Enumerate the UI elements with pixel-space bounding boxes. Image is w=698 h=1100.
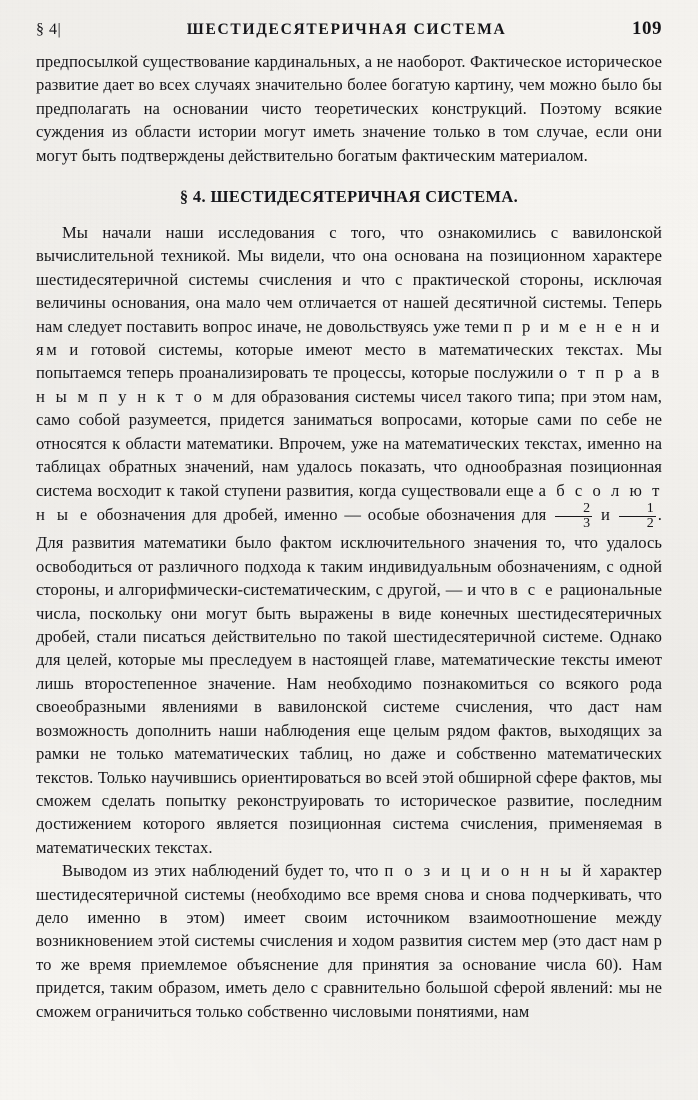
fraction-denominator: 2 [619, 516, 656, 531]
fraction-two-thirds [555, 502, 592, 532]
para2-run-a: Мы начали наши исследования с того, что ознакомились с вавилонской вычислительной техникой. Мы видели, что она основана на позиционном характере шестидесятеричной системы счисления и что с практической стороны, исключая величины основания, она мало чем отличается от нашей десятичной системы. Теперь нам следует поставить вопрос иначе, не довольствуясь уже теми [36, 223, 662, 336]
paragraph-2 [36, 221, 662, 859]
fraction-one-half [619, 502, 656, 532]
para2-run-i: . Для развития математики было фактом исключительного значения то, что удалось освободиться от различного подхода к таким индивидуальным обозначениям, с одной стороны, и алгорифмически-систематическим, с другой, — и что [36, 504, 662, 600]
para3-emphasis-pozicionnyj: п о з и ц и о н н ы й [384, 861, 594, 881]
paragraph-3 [36, 859, 662, 1023]
para2-run-e: для образования системы чисел такого типа; при этом нам, само собой разумеется, придется заниматься вопросами, которые сами по себе не относятся к области математики. Впрочем, уже на математических текстах, именно на таблицах обратных значений, нам удалось показать, что однообразная позиционная система восходит к такой ступени развития, когда существовали еще [36, 386, 662, 500]
paragraph-1: предпосылкой существование кардинальных, а не наоборот. Фактическое историческое развитие дает во всех случаях значительно более богатую картину, чем можно было бы предполагать на основании чисто теоретических конструкций. Поэтому всякие суждения из области истории могут иметь значение только в том случае, если они могут быть подтверждены действительно богатым фактическим материалом. [36, 52, 662, 165]
para2-run-h: и [594, 504, 617, 524]
para2-run-g: обозначения для дробей, именно — особые обозначения для [89, 504, 554, 524]
para2-emphasis-vse: в с е [509, 580, 556, 600]
para3-run-c: характер шестидесятеричной системы (необходимо все время снова и снова подчеркивать, что дело именно в этом) имеет своим источником взаимоотношение между возникновением этой системы счисления и ходом развития систем мер (это даст нам р то же время приемлемое объяснение для принятия за основание числа 60). Нам придется, таким образом, иметь дело с сравнительно большой сферой явлений: мы не сможем ограничиться только собственно числовыми понятиями, нам [36, 861, 662, 1021]
para2-run-k: рациональные числа, поскольку они могут быть выражены в виде конечных шестидесятеричных дробей, стали писаться действительно по такой шестидесятеричной системе. Однако для целей, которые мы преследуем в настоящей главе, математические тексты имеют лишь второстепенное значение. Нам необходимо познакомиться со всякого рода своеобразными явлениями в вавилонской системе счисления, что даст нам возможность дополнить наши наблюдения еще целым рядом фактов, выходящих за рамки не только математических таблиц, но даже и собственно математических текстов. Только научившись ориентироваться во всей этой обширной сфере фактов, мы сможем сделать попытку реконструировать то историческое развитие, последним достижением которого является позиционная система счисления, применяемая в математических текстах. [36, 580, 663, 857]
section-heading: § 4. ШЕСТИДЕСЯТЕРИЧНАЯ СИСТЕМА. [179, 187, 519, 207]
header-section-marker: § 4| [36, 21, 62, 38]
para3-run-a: Выводом из этих наблюдений будет то, что [62, 861, 385, 881]
running-title: ШЕСТИДЕСЯТЕРИЧНАЯ СИСТЕМА [186, 21, 507, 38]
fraction-numerator: 1 [646, 500, 654, 516]
para2-emphasis-primeneniya: п р и м е н е н и я [36, 316, 662, 360]
fraction-denominator: 3 [555, 516, 592, 531]
para2-emphasis-otpravnym-punktom: о т п р а в н ы м п у н к т о м [36, 363, 662, 406]
page-header [36, 18, 662, 44]
para2-emphasis-absolyutnye: а б с о л ю т н ы е [36, 480, 662, 524]
para2-run-c: м и готовой системы, которые имеют место в математических текстах. Мы попытаемся теперь проанализировать те процессы, которые послужили [36, 340, 662, 383]
fraction-numerator: 2 [583, 500, 591, 516]
text-column [36, 50, 662, 1023]
page-number: 109 [632, 18, 662, 39]
